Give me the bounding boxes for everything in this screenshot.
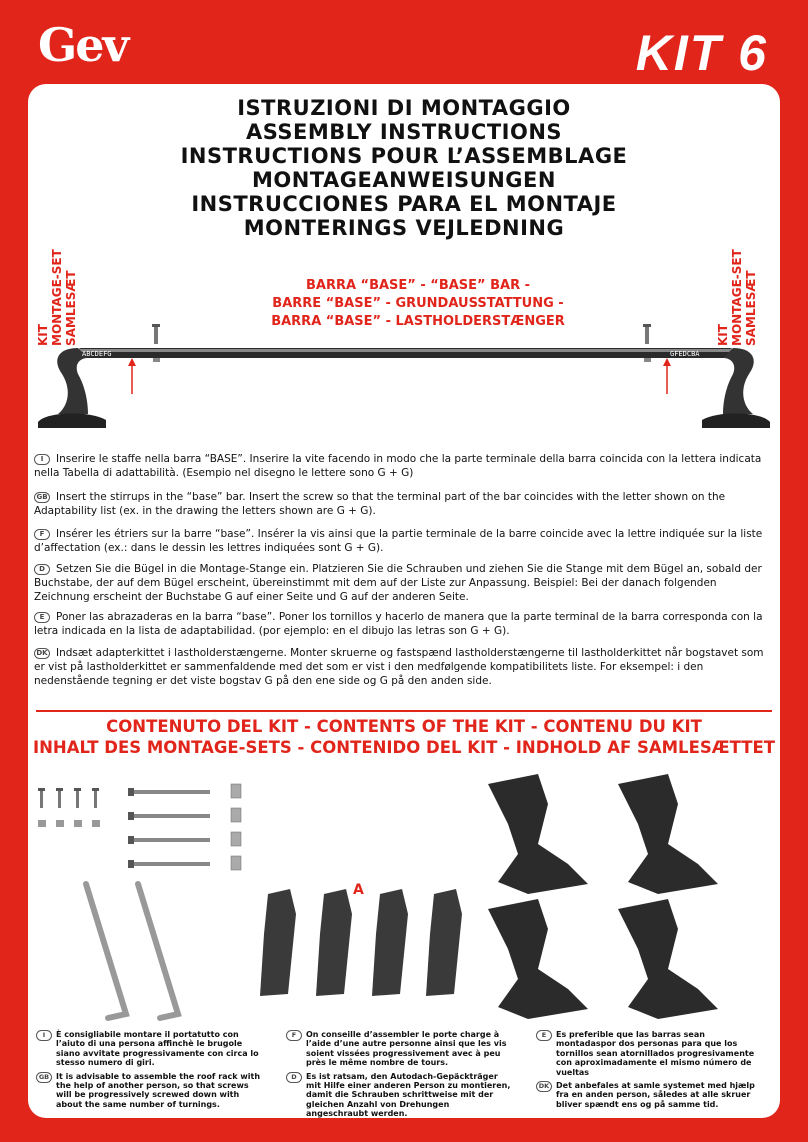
base-bar-title-line: BARRA “BASE” - LASTHOLDERSTÆNGER xyxy=(271,314,565,329)
instruction-text: Inserire le staffe nella barra “BASE”. Inserire la vite facendo in modo che la parte terminale della barra coincida con la lettera indicata nella Tabella di adattabilità. (Esempio nel disegno le lettere sono G + G) xyxy=(34,453,762,479)
lang-badge: F xyxy=(34,529,50,540)
title-it: ISTRUZIONI DI MONTAGGIO xyxy=(237,96,571,120)
small-nuts xyxy=(38,820,100,827)
bar-letters-right: GFEDCBA xyxy=(670,350,700,358)
lang-badge: D xyxy=(34,564,50,575)
bar-letters-left: ABCDEFG xyxy=(82,350,112,358)
title-fr: INSTRUCTIONS POUR L’ASSEMBLAGE xyxy=(180,144,628,168)
instruction-de xyxy=(34,562,770,604)
arrow-left-head xyxy=(128,358,136,366)
right-foot xyxy=(702,413,770,428)
instruction-text: Insérer les étriers sur la barre “base”. Insérer la vis ainsi que la partie terminale de la barre coincide avec la lettre indiquée sur la liste d’affectation (ex.: dans le dessin les lettres indiquées sont G + G). xyxy=(34,528,763,554)
side-label-montage-left: MONTAGE-SET xyxy=(50,249,64,346)
lang-badge: DK xyxy=(34,648,50,659)
allen-key-1 xyxy=(86,884,126,1018)
title-dk: MONTERINGS VEJLEDNING xyxy=(243,216,565,240)
advice-en xyxy=(36,1072,264,1110)
small-screws xyxy=(38,788,99,808)
advice-fr xyxy=(286,1030,514,1068)
advice-de xyxy=(286,1072,514,1118)
screw-left xyxy=(154,326,158,344)
advice-column-1 xyxy=(36,1030,264,1113)
advice-column-3 xyxy=(536,1030,764,1113)
left-foot xyxy=(38,413,106,428)
contents-title xyxy=(28,716,780,758)
contents-title-line: INHALT DES MONTAGE-SETS - CONTENIDO DEL KIT - INDHOLD AF SAMLESÆTTET xyxy=(32,738,776,757)
instruction-text: Setzen Sie die Bügel in die Montage-Stange ein. Platzieren Sie die Schrauben und ziehen Sie die Stange mit dem Bügel an, sobald der Buchstabe, der auf dem Bügel erscheint, übereinstimmt mit dem auf der Liste zur Anpassung. Beispiel: Bei der danach folgenden Zeichnung erscheint der Buchstabe G auf einer Seite und G auf der anderen Seite. xyxy=(34,563,762,603)
screw-right-head xyxy=(643,324,651,327)
spacers xyxy=(231,784,241,870)
title-de: MONTAGEANWEISUNGEN xyxy=(252,168,556,192)
advice-text: Det anbefales at samle systemet med hjælp fra en anden person, således at alle skruer bliver spændt ens og på samme tid. xyxy=(556,1081,755,1109)
base-bar-illustration xyxy=(28,314,780,454)
lang-badge: DK xyxy=(536,1081,552,1092)
side-label-samleset-left: SAMLESÆT xyxy=(64,270,78,346)
instruction-text: Indsæt adapterkittet i lastholderstængerne. Monter skruerne og fastspænd lastholderstængerne til lastholderkittet når bogstavet som er vist på lastholderkittet er sammenfaldende med det som er vist i den medfølgende kompatibilitets liste. For eksempel: i den nedenstående tegning er det viste bogstav G på den ene side og G på den anden side. xyxy=(34,647,764,687)
side-label-kit-right: KIT xyxy=(716,324,730,346)
lang-badge: D xyxy=(286,1072,302,1083)
lang-badge: E xyxy=(34,612,50,623)
side-label-samleset-right: SAMLESÆT xyxy=(744,270,758,346)
lang-badge: GB xyxy=(36,1072,52,1083)
kit-parts-illustration xyxy=(28,764,780,1024)
advice-it xyxy=(36,1030,264,1068)
long-bolts xyxy=(128,788,210,868)
instruction-en xyxy=(34,490,770,518)
screw-left-head xyxy=(152,324,160,327)
title-en: ASSEMBLY INSTRUCTIONS xyxy=(245,120,563,144)
advice-dk xyxy=(536,1081,764,1109)
kit-number: KIT 6 xyxy=(635,25,768,81)
lang-badge: GB xyxy=(34,492,50,503)
advice-text: Es ist ratsam, den Autodach-Gepäckträger mit Hilfe einer anderen Person zu montieren, damit die Schrauben schrittweise mit der gleichen Anzahl von Drehungen angeschraubt werden. xyxy=(306,1071,511,1118)
advice-column-2 xyxy=(286,1030,514,1118)
instruction-fr xyxy=(34,527,770,555)
advice-text: È consigliabile montare il portatutto con l’aiuto di una persona affinchè le brugole siano avvitate progressivamente con circa lo stesso numero di giri. xyxy=(56,1030,259,1068)
title-block xyxy=(28,96,780,240)
side-label-montage-right: MONTAGE-SET xyxy=(730,249,744,346)
advice-es xyxy=(536,1030,764,1077)
lang-badge: I xyxy=(36,1030,52,1041)
section-divider xyxy=(36,710,772,712)
instruction-es xyxy=(34,610,770,638)
part-label-a: A xyxy=(353,882,364,898)
instruction-dk xyxy=(34,646,770,688)
instruction-text: Insert the stirrups in the “base” bar. Insert the screw so that the terminal part of the bar coincides with the letter shown on the Adaptability list (ex. in the drawing the letters shown are G + G). xyxy=(34,491,726,517)
brackets-a xyxy=(260,889,462,996)
lang-badge: I xyxy=(34,454,50,465)
lang-badge: E xyxy=(536,1030,552,1041)
side-label-kit-left: KIT xyxy=(36,324,50,346)
arrow-right-head xyxy=(663,358,671,366)
advice-text: On conseille d’assembler le porte charge à l’aide d’une autre personne ainsi que les vis soient vissées progressivement avec à peu près le même nombre de tours. xyxy=(306,1030,507,1068)
contents-title-line: CONTENUTO DEL KIT - CONTENTS OF THE KIT - CONTENU DU KIT xyxy=(106,717,702,736)
base-bar-highlight xyxy=(78,349,733,352)
instruction-it xyxy=(34,452,770,480)
allen-key-2 xyxy=(138,884,178,1018)
base-bar-title-line: BARRE “BASE” - GRUNDAUSSTATTUNG - xyxy=(272,296,564,311)
brand-logo: Gev xyxy=(38,18,128,72)
advice-text: Es preferible que las barras sean montadaspor dos personas para que los tornillos sean atornillados progresivamente con aproximadamente el mismo número de vueltas xyxy=(556,1030,755,1077)
roof-feet xyxy=(488,774,718,1019)
instruction-text: Poner las abrazaderas en la barra “base”. Poner los tornillos y hacerlo de manera que la parte terminal de la barra corresponda con la letra indicada en la lista de adaptabilidad. (por ejemplo: en el dibujo las letras son G + G). xyxy=(34,611,763,637)
instruction-panel xyxy=(28,84,780,1118)
lang-badge: F xyxy=(286,1030,302,1041)
title-es: INSTRUCCIONES PARA EL MONTAJE xyxy=(191,192,617,216)
base-bar-title-line: BARRA “BASE” - “BASE” BAR - xyxy=(305,278,531,293)
screw-right xyxy=(645,326,649,344)
right-stirrup xyxy=(723,348,754,414)
advice-text: It is advisable to assemble the roof rack with the help of another person, so that screws will be progressively screwed down with about the same number of turnings. xyxy=(56,1071,261,1109)
